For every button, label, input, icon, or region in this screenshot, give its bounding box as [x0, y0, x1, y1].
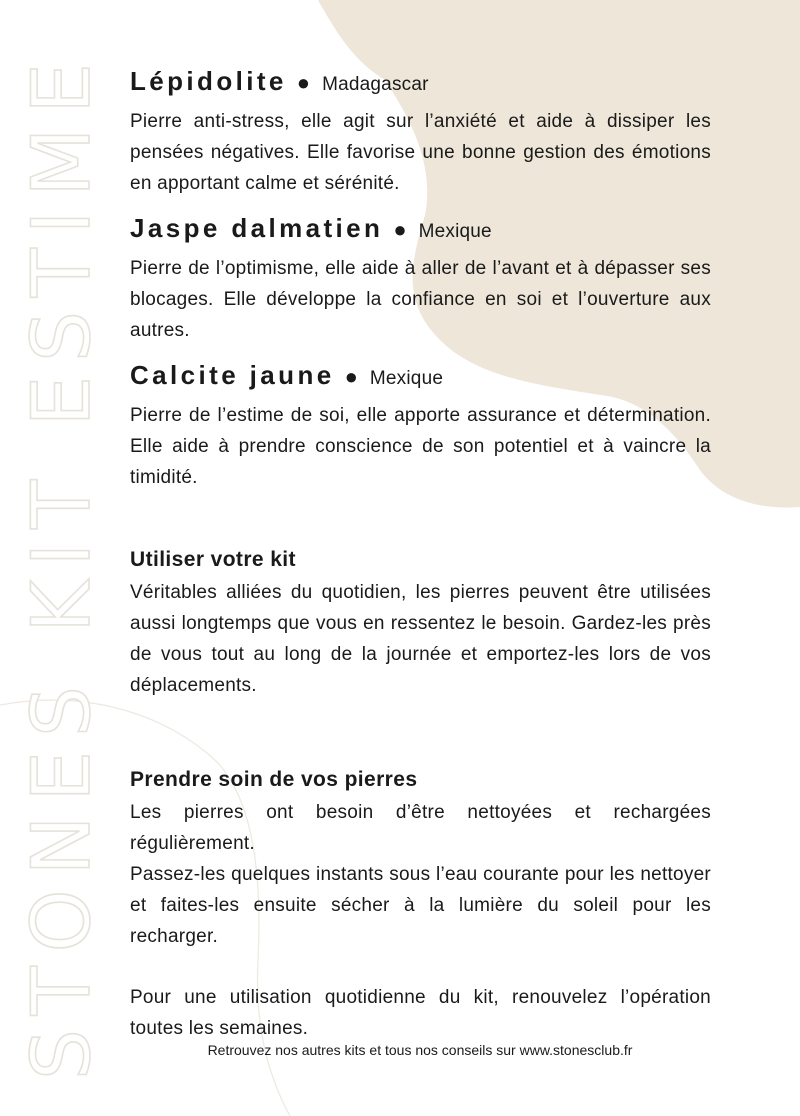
- usage-text: Véritables alliées du quotidien, les pierres peuvent être utilisées aussi longtemps que vous en ressentez le besoin. Gardez-les près de vous tout au long de la journée et emportez-les lors de vos déplacements.: [130, 582, 711, 696]
- stone-heading: [130, 213, 711, 253]
- care-paragraph: Pour une utilisation quotidienne du kit, renouvelez l’opération toutes les semaines.: [130, 987, 711, 1039]
- bullet-dot-icon: ●: [393, 217, 407, 242]
- stone-heading: [130, 360, 711, 400]
- stone-entry-lepidolite: [130, 66, 711, 199]
- stone-origin: Mexique: [369, 368, 444, 389]
- stone-description: Pierre de l’estime de soi, elle apporte assurance et détermination. Elle aide à prendre conscience de son potentiel et à vaincre la timidité.: [130, 405, 711, 488]
- usage-section: [130, 543, 711, 701]
- stone-description: Pierre anti-stress, elle agit sur l’anxiété et aide à dissiper les pensées négatives. Elle favorise une bonne gestion des émotions en apportant calme et sérénité.: [130, 111, 711, 194]
- care-title: Prendre soin de vos pierres: [130, 768, 418, 791]
- side-title-vertical: STONES KIT ESTIME: [15, 49, 108, 1080]
- bullet-dot-icon: ●: [344, 364, 358, 389]
- stone-name: Lépidolite: [130, 66, 287, 96]
- care-section: [130, 763, 711, 1044]
- stone-entry-calcite-jaune: [130, 360, 711, 493]
- care-paragraph: Passez-les quelques instants sous l’eau courante pour les nettoyer et faites-les ensuite sécher à la lumière du soleil pour les recharger.: [130, 864, 711, 947]
- stone-description: Pierre de l’optimisme, elle aide à aller de l’avant et à dépasser ses blocages. Elle développe la confiance en soi et l’ouverture aux autres.: [130, 258, 711, 341]
- stone-origin: Mexique: [418, 221, 492, 242]
- bullet-dot-icon: ●: [296, 70, 311, 95]
- stone-entry-jaspe-dalmatien: [130, 213, 711, 346]
- care-paragraph: Les pierres ont besoin d’être nettoyées et rechargées régulièrement.: [130, 802, 711, 854]
- content-column: [130, 66, 711, 1044]
- stone-name: Calcite jaune: [130, 360, 335, 390]
- stone-origin: Madagascar: [322, 74, 429, 95]
- footer-text: Retrouvez nos autres kits et tous nos conseils sur www.stonesclub.fr: [207, 1042, 633, 1058]
- stone-heading: [130, 66, 711, 106]
- stone-name: Jaspe dalmatien: [130, 213, 384, 243]
- usage-title: Utiliser votre kit: [130, 548, 296, 571]
